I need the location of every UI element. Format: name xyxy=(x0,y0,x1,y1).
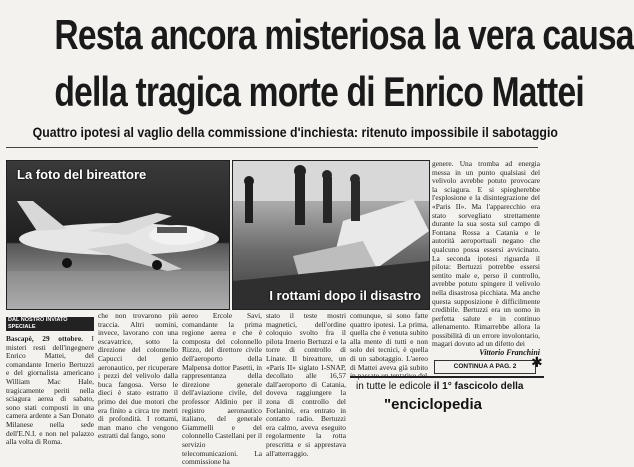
photo-jet xyxy=(6,160,230,310)
byline: Vittorio Franchini xyxy=(479,348,540,357)
article-col2-text: che non trovarono più traccia. Altri uomini, invece, lavorano con una escavatrice, sotto la direzione del colonnello Capucci del genio aeronautico, per ricuperare i pezzi del velivolo dalla buca fangosa. Verso le dieci è stato estratto il primo dei due motori che era finito a circa tre metri di profondità. I rottami, man mano che vengono estratti dal fango, sono xyxy=(98,311,178,441)
headline-line-1: Resta ancora misteriosa la vera causa xyxy=(54,11,634,58)
article-col4-text: stato il teste mostri magnetici, dell'ordine coloquio svolto fra il pilota Irnerio Bertuzzi e la torre di controllo di Linate. Il bireattore, un «Paris II» siglato I-SNAP, decollato alle 16,57 dall'aeroporto di Catania, doveva raggiungere la zona di controllo del Forlanini, era entrato in contatto radio. Bertuzzi era calmo, aveva eseguito regolarmente la rotta prescritta e si apprestava all'atterraggio. xyxy=(266,311,346,458)
article-column-3 xyxy=(182,311,262,467)
article-column-1 xyxy=(6,317,94,447)
jet-illustration xyxy=(7,161,229,309)
subheadline: Quattro ipotesi al vaglio della commissione d'inchiesta: ritenuto impossibile il sabotaggio xyxy=(32,124,558,140)
photo-caption-jet: La foto del bireattore xyxy=(17,167,147,182)
promo-prefix: in tutte le edicole xyxy=(356,381,432,392)
promo-text xyxy=(356,381,523,392)
continua-button[interactable]: CONTINUA A PAG. 2 xyxy=(434,360,536,374)
asterisk-icon: ✱ xyxy=(531,356,543,371)
article-col1-text: I misteri resti dell'ingegnere Enrico Mattei, del comandante Irnerio Bertuzzi e del giornalista americano William Mac Hale, tragicamente periti nella sciagura aerea di sabato, sono stati composti in una camera ardente a San Donato Milanese nella sede dell'E.N.I. e non nel palazzo alla volta di Roma. xyxy=(6,334,94,447)
promo-big-title: "enciclopedia xyxy=(384,396,482,413)
wreckage-illustration xyxy=(233,161,429,309)
promo-rule xyxy=(350,376,544,378)
article-column-2 xyxy=(98,311,178,441)
dateline: Bascapè, 29 ottobre. xyxy=(6,334,83,343)
correspondent-tag: DAL NOSTRO INVIATO SPECIALE xyxy=(6,317,94,331)
promo-highlight: il 1° fascicolo della xyxy=(433,381,524,392)
article-column-6 xyxy=(432,160,540,348)
headline-line-2: della tragica morte di Enrico Mattei xyxy=(54,68,584,115)
photo-wreckage xyxy=(232,160,430,310)
headline-rule xyxy=(6,147,538,148)
article-column-4 xyxy=(266,311,346,458)
article-column-5 xyxy=(350,312,428,408)
photo-caption-wreckage: I rottami dopo il disastro xyxy=(269,288,421,303)
article-col3-text: aereo Ercole Savi, comandante la prima regione aerea e che è composta del colonnello Rizzo, del direttore civile dell'aeroporto della Malpensa dottor Pasetti, in rappresentanza della direzione generale dell'aviazione civile, del professor Aldinio per il registro aeronautico italiano, del generale Giammelli e del colonnello Castellani per il servizio telecomunicazioni. La commissione ha xyxy=(182,311,262,467)
article-col6-text: genere. Una tromba ad energia messa in un punto qualsiasi del velivolo avrebbe potuto provocare la sciagura. E si spiegherebbe l'esplosione e la disintegrazione del «Paris II». Ma l'apparecchio era stato sorvegliato strettamente durante la sua sosta sul campo di Fontana Rossa a Catania e le autorità aeroportuali negano che qualcuno possa essersi avvicinato. La seconda ipotesi riguarda il pilota: Bertuzzi potrebbe essersi sentito male e, perso il controllo, avrebbe potuto spingere il velivolo nella disastrosa picchiata. Ma anche questa supposizione è difficilmente credibile. Bertuzzi era un uomo in perfetta salute e in continuo allenamento. Rimarrebbe allora la possibilità di un errore involontario, magari dovuto ad un difetto dei xyxy=(432,159,540,349)
article-col5-text: comunque, si sono fatte quattro ipotesi. La prima, quella che è venuta subito alla mente di tutti e non solo dei tecnici, è quella di un sabotaggio. L'aereo di Mattei aveva già subito xyxy=(350,311,428,372)
